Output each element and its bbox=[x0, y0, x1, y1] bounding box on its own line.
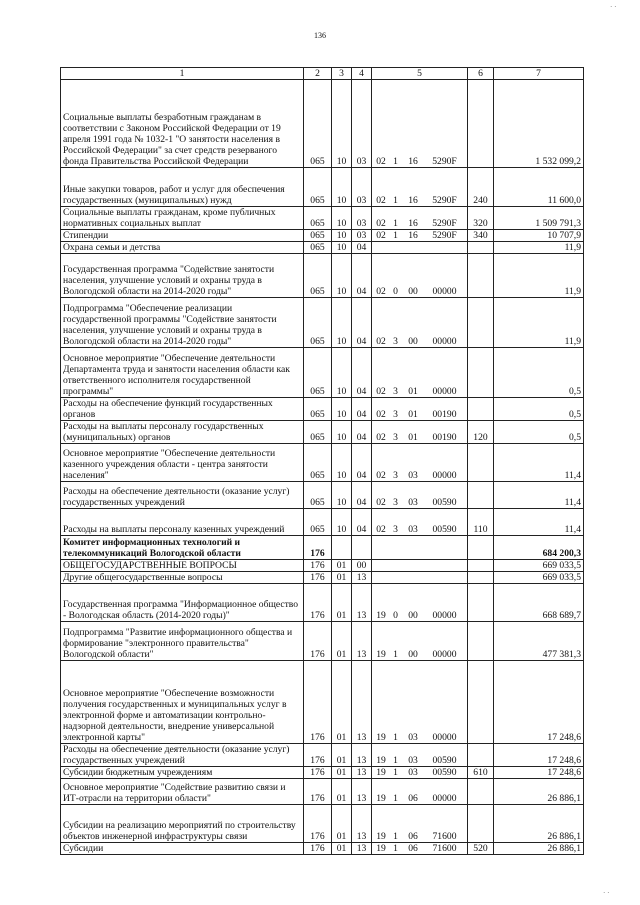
header-cell: 1 bbox=[61, 68, 304, 80]
code-part: 19 bbox=[376, 755, 386, 766]
agency-code: 065 bbox=[304, 444, 332, 482]
amount: 26 886,1 bbox=[494, 779, 584, 805]
code-part: 01 bbox=[408, 432, 418, 443]
expense-type-code bbox=[468, 779, 494, 805]
code-part: 00590 bbox=[432, 767, 457, 778]
code-part: 19 bbox=[376, 649, 386, 660]
agency-code: 065 bbox=[304, 398, 332, 421]
target-article-code bbox=[372, 242, 468, 254]
table-row bbox=[61, 298, 584, 348]
code-part: 1 bbox=[393, 195, 398, 206]
amount: 11,4 bbox=[494, 444, 584, 482]
code-part: 19 bbox=[376, 732, 386, 743]
section-code: 01 bbox=[332, 843, 352, 855]
code-part: 00000 bbox=[432, 793, 457, 804]
code-part: 16 bbox=[408, 218, 418, 229]
code-part: 02 bbox=[376, 286, 386, 297]
code-part: 03 bbox=[408, 767, 418, 778]
amount: 17 248,6 bbox=[494, 661, 584, 744]
subsection-code: 13 bbox=[352, 843, 372, 855]
table-row bbox=[61, 230, 584, 242]
row-description: Расходы на обеспечение деятельности (оказание услуг) государственных учреждений bbox=[61, 744, 304, 767]
agency-code: 065 bbox=[304, 482, 332, 509]
table-row bbox=[61, 779, 584, 805]
table-row bbox=[61, 661, 584, 744]
code-part: 00590 bbox=[432, 755, 457, 766]
row-description: Основное мероприятие "Обеспечение возможности получения государственных и муниципальных услуг в электронной форме и автоматизации контрольно-надзорной деятельности, внедрение универсальной электронной карты" bbox=[61, 661, 304, 744]
expense-type-code bbox=[468, 744, 494, 767]
header-cell: 4 bbox=[352, 68, 372, 80]
target-article-code bbox=[372, 230, 468, 242]
agency-code: 065 bbox=[304, 254, 332, 298]
agency-code: 065 bbox=[304, 230, 332, 242]
subsection-code: 04 bbox=[352, 444, 372, 482]
header-cell: 2 bbox=[304, 68, 332, 80]
amount: 17 248,6 bbox=[494, 767, 584, 779]
row-description: Субсидии на реализацию мероприятий по строительству объектов инженерной инфраструктуры связи bbox=[61, 805, 304, 843]
section-code: 10 bbox=[332, 230, 352, 242]
section-code: 10 bbox=[332, 168, 352, 207]
subsection-code: 04 bbox=[352, 421, 372, 444]
agency-code: 176 bbox=[304, 584, 332, 622]
subsection-code: 04 bbox=[352, 348, 372, 398]
amount: 26 886,1 bbox=[494, 805, 584, 843]
code-part: 3 bbox=[393, 386, 398, 397]
target-article-code bbox=[372, 744, 468, 767]
target-article-code bbox=[372, 584, 468, 622]
page-number: 136 bbox=[314, 31, 326, 40]
subsection-code: 13 bbox=[352, 661, 372, 744]
expense-type-code: 110 bbox=[468, 509, 494, 536]
code-part: 1 bbox=[393, 218, 398, 229]
row-description: Субсидии бюджетным учреждениям bbox=[61, 767, 304, 779]
table-row bbox=[61, 482, 584, 509]
row-description: Иные закупки товаров, работ и услуг для обеспечения государственных (муниципальных) нужд bbox=[61, 168, 304, 207]
code-part: 19 bbox=[376, 610, 386, 621]
agency-code: 176 bbox=[304, 767, 332, 779]
row-description: Расходы на обеспечение деятельности (оказание услуг) государственных учреждений bbox=[61, 482, 304, 509]
target-article-code bbox=[372, 509, 468, 536]
section-code: 10 bbox=[332, 254, 352, 298]
subsection-code: 03 bbox=[352, 168, 372, 207]
code-part: 02 bbox=[376, 497, 386, 508]
row-description: Стипендии bbox=[61, 230, 304, 242]
code-part: 02 bbox=[376, 524, 386, 535]
target-article-code bbox=[372, 421, 468, 444]
amount: 668 689,7 bbox=[494, 584, 584, 622]
expense-type-code bbox=[468, 398, 494, 421]
amount: 669 033,5 bbox=[494, 572, 584, 584]
code-part: 3 bbox=[393, 470, 398, 481]
code-part: 03 bbox=[408, 732, 418, 743]
row-description: Государственная программа "Информационное общество - Вологодская область (2014-2020 годы)" bbox=[61, 584, 304, 622]
table-row bbox=[61, 572, 584, 584]
amount: 0,5 bbox=[494, 348, 584, 398]
table-row bbox=[61, 509, 584, 536]
agency-code: 065 bbox=[304, 298, 332, 348]
code-part: 06 bbox=[408, 831, 418, 842]
subsection-code: 13 bbox=[352, 584, 372, 622]
agency-code: 176 bbox=[304, 843, 332, 855]
amount: 1 509 791,3 bbox=[494, 207, 584, 230]
subsection-code: 13 bbox=[352, 622, 372, 661]
code-part: 1 bbox=[393, 156, 398, 167]
code-part: 02 bbox=[376, 218, 386, 229]
row-description: Расходы на выплаты персоналу государственных (муниципальных) органов bbox=[61, 421, 304, 444]
header-cell: 5 bbox=[372, 68, 468, 80]
code-part: 01 bbox=[408, 409, 418, 420]
subsection-code: 13 bbox=[352, 744, 372, 767]
agency-code: 176 bbox=[304, 536, 332, 560]
code-part: 5290F bbox=[432, 218, 457, 229]
subsection-code: 04 bbox=[352, 509, 372, 536]
code-part: 00000 bbox=[432, 610, 457, 621]
code-part: 19 bbox=[376, 843, 386, 854]
code-part: 3 bbox=[393, 409, 398, 420]
code-part: 1 bbox=[393, 755, 398, 766]
code-part: 06 bbox=[408, 793, 418, 804]
amount: 11,4 bbox=[494, 509, 584, 536]
row-description: Субсидии bbox=[61, 843, 304, 855]
subsection-code: 13 bbox=[352, 767, 372, 779]
code-part: 1 bbox=[393, 843, 398, 854]
amount: 11 600,0 bbox=[494, 168, 584, 207]
code-part: 3 bbox=[393, 524, 398, 535]
expense-type-code bbox=[468, 805, 494, 843]
expense-type-code bbox=[468, 444, 494, 482]
target-article-code bbox=[372, 560, 468, 572]
row-description: Государственная программа "Содействие занятости населения, улучшение условий и охраны труда в Вологодской области на 2014-2020 годы" bbox=[61, 254, 304, 298]
code-part: 00190 bbox=[432, 409, 457, 420]
amount: 17 248,6 bbox=[494, 744, 584, 767]
code-part: 1 bbox=[393, 831, 398, 842]
code-part: 00 bbox=[408, 336, 418, 347]
code-part: 16 bbox=[408, 230, 418, 241]
section-code: 01 bbox=[332, 622, 352, 661]
target-article-code bbox=[372, 536, 468, 560]
scan-artifact: · · bbox=[610, 3, 617, 11]
expense-type-code bbox=[468, 242, 494, 254]
target-article-code bbox=[372, 444, 468, 482]
code-part: 1 bbox=[393, 793, 398, 804]
header-cell: 3 bbox=[332, 68, 352, 80]
table-row bbox=[61, 584, 584, 622]
target-article-code bbox=[372, 805, 468, 843]
code-part: 02 bbox=[376, 336, 386, 347]
row-description: Социальные выплаты гражданам, кроме публичных нормативных социальных выплат bbox=[61, 207, 304, 230]
expense-type-code bbox=[468, 254, 494, 298]
subsection-code: 04 bbox=[352, 298, 372, 348]
header-cell: 6 bbox=[468, 68, 494, 80]
code-part: 3 bbox=[393, 336, 398, 347]
subsection-code: 04 bbox=[352, 398, 372, 421]
expense-type-code bbox=[468, 661, 494, 744]
agency-code: 176 bbox=[304, 661, 332, 744]
row-description: Основное мероприятие "Содействие развитию связи и ИТ-отрасли на территории области" bbox=[61, 779, 304, 805]
code-part: 19 bbox=[376, 831, 386, 842]
agency-code: 176 bbox=[304, 805, 332, 843]
row-description: Комитет информационных технологий и телекоммуникаций Вологодской области bbox=[61, 536, 304, 560]
section-code: 10 bbox=[332, 298, 352, 348]
row-description: Основное мероприятие "Обеспечение деятельности казенного учреждения области - центра занятости населения" bbox=[61, 444, 304, 482]
amount: 11,4 bbox=[494, 482, 584, 509]
table-row bbox=[61, 80, 584, 168]
subsection-code: 13 bbox=[352, 779, 372, 805]
code-part: 71600 bbox=[432, 843, 457, 854]
amount: 684 200,3 bbox=[494, 536, 584, 560]
code-part: 02 bbox=[376, 470, 386, 481]
amount: 477 381,3 bbox=[494, 622, 584, 661]
code-part: 5290F bbox=[432, 156, 457, 167]
code-part: 19 bbox=[376, 793, 386, 804]
code-part: 1 bbox=[393, 767, 398, 778]
target-article-code bbox=[372, 779, 468, 805]
code-part: 06 bbox=[408, 843, 418, 854]
section-code: 10 bbox=[332, 207, 352, 230]
subsection-code: 04 bbox=[352, 254, 372, 298]
expense-type-code bbox=[468, 622, 494, 661]
agency-code: 065 bbox=[304, 242, 332, 254]
code-part: 1 bbox=[393, 649, 398, 660]
code-part: 02 bbox=[376, 386, 386, 397]
table-row bbox=[61, 242, 584, 254]
amount: 11,9 bbox=[494, 298, 584, 348]
section-code: 10 bbox=[332, 398, 352, 421]
agency-code: 176 bbox=[304, 744, 332, 767]
section-code: 10 bbox=[332, 421, 352, 444]
code-part: 03 bbox=[408, 524, 418, 535]
expense-type-code bbox=[468, 560, 494, 572]
expense-type-code bbox=[468, 536, 494, 560]
amount: 11,9 bbox=[494, 254, 584, 298]
row-description: Другие общегосударственные вопросы bbox=[61, 572, 304, 584]
code-part: 1 bbox=[393, 230, 398, 241]
table-row bbox=[61, 536, 584, 560]
code-part: 00000 bbox=[432, 286, 457, 297]
target-article-code bbox=[372, 348, 468, 398]
code-part: 3 bbox=[393, 497, 398, 508]
code-part: 00590 bbox=[432, 524, 457, 535]
target-article-code bbox=[372, 168, 468, 207]
section-code: 01 bbox=[332, 744, 352, 767]
amount: 0,5 bbox=[494, 398, 584, 421]
target-article-code bbox=[372, 572, 468, 584]
target-article-code bbox=[372, 843, 468, 855]
code-part: 00000 bbox=[432, 732, 457, 743]
expense-type-code bbox=[468, 482, 494, 509]
subsection-code: 03 bbox=[352, 207, 372, 230]
code-part: 02 bbox=[376, 230, 386, 241]
table-header-row bbox=[61, 68, 584, 80]
target-article-code bbox=[372, 298, 468, 348]
section-code: 01 bbox=[332, 779, 352, 805]
code-part: 03 bbox=[408, 755, 418, 766]
code-part: 02 bbox=[376, 409, 386, 420]
amount: 1 532 099,2 bbox=[494, 80, 584, 168]
subsection-code: 03 bbox=[352, 80, 372, 168]
target-article-code bbox=[372, 482, 468, 509]
code-part: 5290F bbox=[432, 195, 457, 206]
code-part: 71600 bbox=[432, 831, 457, 842]
code-part: 1 bbox=[393, 732, 398, 743]
table-row bbox=[61, 348, 584, 398]
target-article-code bbox=[372, 80, 468, 168]
target-article-code bbox=[372, 207, 468, 230]
expense-type-code: 610 bbox=[468, 767, 494, 779]
code-part: 01 bbox=[408, 386, 418, 397]
table-row bbox=[61, 207, 584, 230]
expense-type-code bbox=[468, 584, 494, 622]
row-description: Основное мероприятие "Обеспечение деятельности Департамента труда и занятости населения области как ответственного исполнителя государственной программы" bbox=[61, 348, 304, 398]
scan-artifact: · · bbox=[603, 889, 610, 897]
code-part: 00000 bbox=[432, 336, 457, 347]
subsection-code: 04 bbox=[352, 242, 372, 254]
expense-type-code bbox=[468, 80, 494, 168]
table-row bbox=[61, 805, 584, 843]
code-part: 03 bbox=[408, 497, 418, 508]
row-description: Охрана семьи и детства bbox=[61, 242, 304, 254]
target-article-code bbox=[372, 767, 468, 779]
table-body bbox=[61, 80, 584, 855]
row-description: ОБЩЕГОСУДАРСТВЕННЫЕ ВОПРОСЫ bbox=[61, 560, 304, 572]
section-code: 01 bbox=[332, 584, 352, 622]
expense-type-code: 120 bbox=[468, 421, 494, 444]
table-row bbox=[61, 444, 584, 482]
section-code bbox=[332, 536, 352, 560]
section-code: 01 bbox=[332, 661, 352, 744]
code-part: 00590 bbox=[432, 497, 457, 508]
code-part: 02 bbox=[376, 195, 386, 206]
code-part: 3 bbox=[393, 432, 398, 443]
code-part: 5290F bbox=[432, 230, 457, 241]
amount: 26 886,1 bbox=[494, 843, 584, 855]
agency-code: 176 bbox=[304, 622, 332, 661]
section-code: 10 bbox=[332, 348, 352, 398]
amount: 669 033,5 bbox=[494, 560, 584, 572]
table-row bbox=[61, 398, 584, 421]
table-row bbox=[61, 168, 584, 207]
agency-code: 065 bbox=[304, 207, 332, 230]
section-code: 10 bbox=[332, 80, 352, 168]
code-part: 16 bbox=[408, 195, 418, 206]
amount: 11,9 bbox=[494, 242, 584, 254]
code-part: 00 bbox=[408, 649, 418, 660]
table-row bbox=[61, 744, 584, 767]
agency-code: 065 bbox=[304, 168, 332, 207]
expense-type-code: 520 bbox=[468, 843, 494, 855]
code-part: 00 bbox=[408, 286, 418, 297]
table-row bbox=[61, 421, 584, 444]
budget-table bbox=[60, 67, 584, 855]
agency-code: 065 bbox=[304, 80, 332, 168]
agency-code: 065 bbox=[304, 348, 332, 398]
code-part: 00000 bbox=[432, 386, 457, 397]
section-code: 10 bbox=[332, 509, 352, 536]
row-description: Подпрограмма "Обеспечение реализации государственной программы "Содействие занятости населения, улучшение условий и охраны труда в Вологодской области на 2014-2020 годы" bbox=[61, 298, 304, 348]
agency-code: 065 bbox=[304, 421, 332, 444]
subsection-code: 04 bbox=[352, 482, 372, 509]
agency-code: 065 bbox=[304, 509, 332, 536]
code-part: 00190 bbox=[432, 432, 457, 443]
agency-code: 176 bbox=[304, 560, 332, 572]
amount: 0,5 bbox=[494, 421, 584, 444]
row-description: Подпрограмма "Развитие информационного общества и формирование "электронного правительства" Вологодской области" bbox=[61, 622, 304, 661]
header-cell: 7 bbox=[494, 68, 584, 80]
row-description: Расходы на обеспечение функций государственных органов bbox=[61, 398, 304, 421]
code-part: 19 bbox=[376, 767, 386, 778]
section-code: 01 bbox=[332, 572, 352, 584]
section-code: 10 bbox=[332, 482, 352, 509]
table-row bbox=[61, 622, 584, 661]
table-row bbox=[61, 560, 584, 572]
expense-type-code bbox=[468, 298, 494, 348]
section-code: 01 bbox=[332, 805, 352, 843]
code-part: 00000 bbox=[432, 470, 457, 481]
subsection-code: 13 bbox=[352, 805, 372, 843]
expense-type-code: 240 bbox=[468, 168, 494, 207]
table-row bbox=[61, 767, 584, 779]
target-article-code bbox=[372, 622, 468, 661]
expense-type-code: 320 bbox=[468, 207, 494, 230]
table-row bbox=[61, 254, 584, 298]
code-part: 00 bbox=[408, 610, 418, 621]
expense-type-code: 340 bbox=[468, 230, 494, 242]
section-code: 01 bbox=[332, 767, 352, 779]
amount: 10 707,9 bbox=[494, 230, 584, 242]
code-part: 00000 bbox=[432, 649, 457, 660]
code-part: 02 bbox=[376, 432, 386, 443]
code-part: 16 bbox=[408, 156, 418, 167]
code-part: 0 bbox=[393, 610, 398, 621]
section-code: 10 bbox=[332, 242, 352, 254]
target-article-code bbox=[372, 661, 468, 744]
target-article-code bbox=[372, 254, 468, 298]
subsection-code: 13 bbox=[352, 572, 372, 584]
table-row bbox=[61, 843, 584, 855]
code-part: 03 bbox=[408, 470, 418, 481]
subsection-code: 00 bbox=[352, 560, 372, 572]
agency-code: 176 bbox=[304, 779, 332, 805]
agency-code: 176 bbox=[304, 572, 332, 584]
code-part: 0 bbox=[393, 286, 398, 297]
target-article-code bbox=[372, 398, 468, 421]
subsection-code bbox=[352, 536, 372, 560]
row-description: Расходы на выплаты персоналу казенных учреждений bbox=[61, 509, 304, 536]
code-part: 02 bbox=[376, 156, 386, 167]
row-description: Социальные выплаты безработным гражданам в соответствии с Законом Российской Федерации от 19 апреля 1991 года № 1032-1 "О занятости населения в Российской Федерации" за счет средств резерваного фонда Правительства Российской Федерации bbox=[61, 80, 304, 168]
expense-type-code bbox=[468, 572, 494, 584]
subsection-code: 03 bbox=[352, 230, 372, 242]
section-code: 01 bbox=[332, 560, 352, 572]
section-code: 10 bbox=[332, 444, 352, 482]
expense-type-code bbox=[468, 348, 494, 398]
